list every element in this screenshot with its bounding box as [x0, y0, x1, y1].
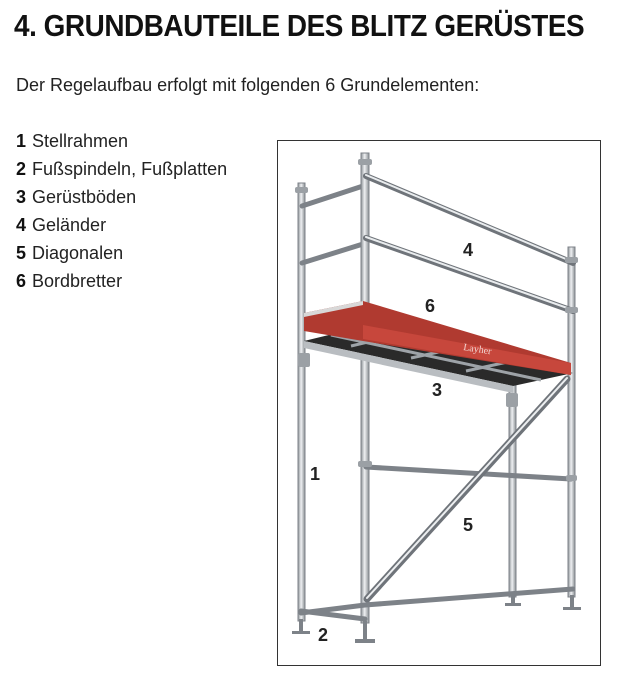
callout-3: 3 [432, 380, 443, 400]
brand-mark: Layher [462, 342, 493, 358]
item-number: 5 [16, 243, 27, 263]
item-number: 1 [16, 131, 27, 151]
item-label: Geländer [32, 215, 107, 235]
callout-6: 6 [425, 296, 436, 316]
item-number: 4 [16, 215, 27, 235]
list-item [16, 267, 227, 295]
callout-2: 2 [318, 625, 329, 645]
rear-guardrails [302, 186, 363, 263]
callout-5: 5 [463, 515, 474, 535]
base-ledgers [301, 589, 573, 619]
list-item [16, 239, 227, 267]
item-label: Stellrahmen [32, 131, 129, 151]
list-item [16, 127, 227, 155]
page-title: 4. GRUNDBAUTEILE DES BLITZ GERÜSTES [14, 8, 585, 43]
list-item [16, 155, 227, 183]
scaffold-drawing [278, 141, 600, 665]
list-item [16, 211, 227, 239]
item-number: 3 [16, 187, 27, 207]
item-number: 2 [16, 159, 27, 179]
item-label: Gerüstböden [32, 187, 137, 207]
diagonal-brace [367, 378, 567, 599]
item-label: Bordbretter [32, 271, 123, 291]
callout-1: 1 [310, 464, 321, 484]
intro-text: Der Regelaufbau erfolgt mit folgenden 6 Grundelementen: [16, 75, 480, 95]
item-label: Fußspindeln, Fußplatten [32, 159, 228, 179]
component-list [16, 127, 227, 295]
base-jacks [292, 595, 581, 643]
scaffold-illustration [277, 140, 601, 666]
item-number: 6 [16, 271, 27, 291]
list-item [16, 183, 227, 211]
item-label: Diagonalen [32, 243, 124, 263]
mid-transom [366, 467, 571, 479]
callout-4: 4 [463, 240, 474, 260]
